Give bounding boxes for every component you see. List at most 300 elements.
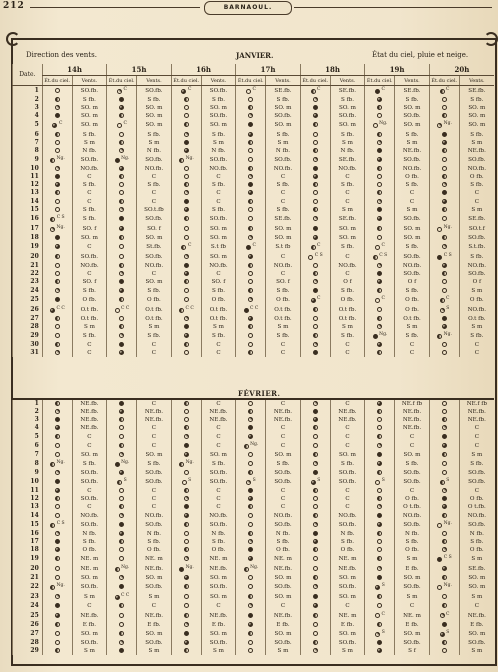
wind-cell: S fb. bbox=[459, 331, 494, 341]
cloud-circle-icon bbox=[377, 547, 382, 552]
sky-state-cell bbox=[429, 234, 459, 242]
sky-state-cell bbox=[365, 295, 395, 305]
wind-cell: C bbox=[137, 433, 172, 441]
cloud-circle-icon bbox=[313, 539, 318, 544]
day-number: 22 bbox=[13, 582, 43, 592]
table-row bbox=[13, 477, 495, 487]
wind-cell: NE.fb. bbox=[266, 408, 301, 416]
sky-subheader: Ét.du ciel. bbox=[108, 77, 135, 84]
sky-state-cell bbox=[429, 621, 459, 629]
wind-cell: S m bbox=[266, 323, 301, 331]
wind-cell: NE. m bbox=[201, 554, 236, 564]
cloud-circle-icon bbox=[50, 308, 55, 313]
cloud-circle-icon bbox=[55, 547, 60, 552]
sky-state-cell bbox=[300, 574, 330, 582]
sky-note: Ng. bbox=[443, 224, 452, 230]
sky-state-cell bbox=[300, 538, 330, 546]
sky-state-cell bbox=[171, 574, 201, 582]
cloud-circle-icon bbox=[179, 462, 184, 467]
sky-state-cell bbox=[42, 155, 72, 165]
wind-cell: NE.fb. bbox=[459, 408, 494, 416]
sky-state-cell bbox=[236, 546, 266, 554]
table-row bbox=[13, 416, 495, 424]
wind-cell: NE.fb. bbox=[459, 147, 494, 155]
sky-state-cell bbox=[365, 416, 395, 424]
wind-cell: SO.fb. bbox=[72, 639, 107, 647]
wind-cell: C bbox=[330, 341, 365, 349]
sky-state-cell bbox=[42, 399, 72, 408]
wind-cell: NO.fb. bbox=[459, 262, 494, 270]
sky-state-cell bbox=[365, 592, 395, 602]
sky-subheader: Ét.du ciel. bbox=[237, 77, 264, 84]
sky-state-cell bbox=[429, 120, 459, 130]
sky-state-cell bbox=[171, 546, 201, 554]
sky-state-cell bbox=[300, 147, 330, 155]
sky-state-cell bbox=[300, 433, 330, 441]
wind-cell: C bbox=[72, 242, 107, 252]
cloud-circle-icon bbox=[119, 622, 124, 627]
sky-state-cell bbox=[300, 639, 330, 647]
wind-cell: S fb. bbox=[330, 242, 365, 252]
corner-ornament-tr bbox=[484, 32, 498, 46]
wind-cell: C bbox=[201, 424, 236, 432]
wind-cell: NO.fb. bbox=[72, 165, 107, 173]
sky-state-cell bbox=[171, 399, 201, 408]
sky-state-cell bbox=[365, 477, 395, 487]
day-number: 16 bbox=[13, 214, 43, 224]
wind-cell: SO. m bbox=[72, 629, 107, 639]
wind-cell: C bbox=[201, 349, 236, 357]
cloud-circle-icon bbox=[115, 462, 120, 467]
cloud-circle-icon bbox=[55, 648, 60, 653]
cloud-circle-icon bbox=[313, 216, 318, 221]
sky-state-cell bbox=[42, 629, 72, 639]
cloud-circle-icon bbox=[313, 316, 318, 321]
wind-cell: SO.fb. bbox=[137, 477, 172, 487]
sky-state-cell bbox=[429, 305, 459, 315]
cloud-circle-icon bbox=[55, 622, 60, 627]
cloud-circle-icon bbox=[184, 166, 189, 171]
sky-state-cell bbox=[365, 323, 395, 331]
wind-cell: SO.fb. bbox=[459, 155, 494, 165]
cloud-circle-icon bbox=[184, 409, 189, 414]
cloud-circle-icon bbox=[248, 288, 253, 293]
wind-cell: NO.fb. bbox=[395, 262, 430, 270]
cloud-circle-icon bbox=[248, 182, 253, 187]
cloud-circle-icon bbox=[437, 334, 442, 339]
table-row bbox=[13, 270, 495, 278]
cloud-circle-icon bbox=[248, 461, 253, 466]
cloud-circle-icon bbox=[248, 263, 253, 268]
wind-cell: SO. m bbox=[459, 120, 494, 130]
sky-note: C bbox=[381, 243, 385, 249]
sky-state-cell bbox=[171, 564, 201, 574]
sky-state-cell bbox=[171, 234, 201, 242]
sky-note: C C bbox=[121, 305, 130, 311]
sky-state-cell bbox=[300, 503, 330, 511]
wind-cell: S fb. bbox=[395, 181, 430, 189]
wind-cell: O.t fb. bbox=[72, 305, 107, 315]
cloud-circle-icon bbox=[442, 594, 447, 599]
sky-state-cell bbox=[171, 629, 201, 639]
day-number: 14 bbox=[13, 512, 43, 520]
sky-state-cell bbox=[300, 592, 330, 602]
sky-state-cell bbox=[429, 582, 459, 592]
wind-cell: C bbox=[137, 198, 172, 206]
wind-cell: SO. m bbox=[266, 104, 301, 112]
cloud-circle-icon bbox=[375, 89, 380, 94]
sky-state-cell bbox=[429, 287, 459, 295]
cloud-circle-icon bbox=[377, 452, 382, 457]
cloud-circle-icon bbox=[119, 522, 124, 527]
sky-state-cell bbox=[107, 165, 137, 173]
cloud-circle-icon bbox=[248, 613, 253, 618]
cloud-circle-icon bbox=[248, 166, 253, 171]
sky-state-cell bbox=[107, 647, 137, 655]
sky-state-cell bbox=[365, 433, 395, 441]
sky-state-cell bbox=[300, 252, 330, 262]
sky-state-cell bbox=[429, 315, 459, 323]
sky-state-cell bbox=[107, 546, 137, 554]
cloud-circle-icon bbox=[375, 480, 380, 485]
cloud-circle-icon bbox=[55, 244, 60, 249]
cloud-circle-icon bbox=[55, 417, 60, 422]
table-row bbox=[13, 331, 495, 341]
wind-cell: SO.fb. bbox=[72, 469, 107, 477]
cloud-circle-icon bbox=[119, 333, 124, 338]
wind-cell: SO.fb. bbox=[201, 520, 236, 530]
cloud-circle-icon bbox=[55, 613, 60, 618]
wind-cell: O.t fb. bbox=[459, 315, 494, 323]
cloud-circle-icon bbox=[442, 316, 447, 321]
wind-cell: SO. m bbox=[137, 451, 172, 459]
wind-cell: SO.fb. bbox=[201, 469, 236, 477]
cloud-circle-icon bbox=[442, 461, 447, 466]
day-number: 14 bbox=[13, 198, 43, 206]
wind-cell: SO. m bbox=[395, 224, 430, 234]
table-row bbox=[13, 224, 495, 234]
day-number: 4 bbox=[13, 424, 43, 432]
sky-state-cell bbox=[365, 441, 395, 451]
sky-state-cell bbox=[107, 86, 137, 97]
cloud-circle-icon bbox=[313, 190, 318, 195]
wind-cell: SO.fb. bbox=[72, 155, 107, 165]
wind-subheader: Vents. bbox=[137, 76, 172, 86]
wind-cell: O fb. bbox=[266, 546, 301, 554]
wind-cell: SO. m bbox=[72, 451, 107, 459]
sky-state-cell bbox=[236, 287, 266, 295]
sky-state-cell bbox=[429, 155, 459, 165]
wind-cell: S fb. bbox=[137, 181, 172, 189]
sky-state-cell bbox=[171, 155, 201, 165]
sky-state-cell bbox=[365, 582, 395, 592]
table-row bbox=[13, 278, 495, 286]
cloud-circle-icon bbox=[184, 496, 189, 501]
wind-cell: S m bbox=[137, 139, 172, 147]
sky-state-cell bbox=[171, 647, 201, 655]
wind-cell: NO.fb. bbox=[201, 262, 236, 270]
wind-cell: SO. m bbox=[266, 234, 301, 242]
sky-state-cell bbox=[107, 173, 137, 181]
sky-state-cell bbox=[42, 574, 72, 582]
wind-cell: C bbox=[330, 487, 365, 495]
sky-state-cell bbox=[429, 424, 459, 432]
wind-cell: NE. m bbox=[137, 554, 172, 564]
wind-cell: C bbox=[395, 349, 430, 357]
cloud-circle-icon bbox=[377, 132, 382, 137]
cloud-circle-icon bbox=[55, 566, 60, 571]
running-head: BARNAOUL. bbox=[204, 1, 292, 15]
cloud-circle-icon bbox=[313, 584, 318, 589]
day-number: 9 bbox=[13, 469, 43, 477]
wind-cell: SO. m bbox=[330, 224, 365, 234]
sky-state-cell bbox=[107, 554, 137, 564]
day-number: 1 bbox=[13, 86, 43, 97]
wind-cell: SE.fb. bbox=[330, 86, 365, 97]
sky-state-cell bbox=[365, 503, 395, 511]
sky-state-cell bbox=[365, 602, 395, 610]
wind-cell: NE.fb. bbox=[459, 611, 494, 621]
table-row bbox=[13, 252, 495, 262]
wind-cell: O fb. bbox=[330, 295, 365, 305]
table-row bbox=[13, 198, 495, 206]
sky-state-cell bbox=[42, 315, 72, 323]
sky-note: C bbox=[381, 87, 385, 92]
cloud-circle-icon bbox=[442, 648, 447, 653]
sky-state-cell bbox=[107, 112, 137, 120]
wind-cell: E fb. bbox=[201, 621, 236, 629]
cloud-circle-icon bbox=[55, 594, 60, 599]
sky-state-cell bbox=[42, 647, 72, 655]
sky-state-cell bbox=[300, 564, 330, 574]
wind-cell: C bbox=[72, 349, 107, 357]
wind-cell: C bbox=[266, 433, 301, 441]
day-number: 25 bbox=[13, 295, 43, 305]
sky-note: Ng. bbox=[185, 155, 194, 161]
wind-cell: E fb. bbox=[72, 621, 107, 629]
wind-cell: SE.fb. bbox=[395, 86, 430, 97]
wind-cell: SO. m bbox=[459, 104, 494, 112]
month-table bbox=[12, 398, 494, 655]
sky-note: Ng. bbox=[121, 155, 130, 161]
day-number: 18 bbox=[13, 546, 43, 554]
cloud-circle-icon bbox=[55, 333, 60, 338]
sky-state-cell bbox=[42, 495, 72, 503]
day-number: 26 bbox=[13, 621, 43, 629]
cloud-circle-icon bbox=[184, 631, 189, 636]
sky-state-cell bbox=[42, 469, 72, 477]
hour-header: 14h bbox=[42, 64, 107, 76]
sky-state-cell bbox=[236, 495, 266, 503]
sky-note: C bbox=[187, 87, 192, 92]
wind-cell: SO.fb. bbox=[201, 112, 236, 120]
wind-cell: NE.fb. bbox=[137, 408, 172, 416]
cloud-circle-icon bbox=[55, 288, 60, 293]
wind-cell: C bbox=[330, 399, 365, 408]
sky-state-cell bbox=[107, 278, 137, 286]
sky-state-cell bbox=[236, 270, 266, 278]
sky-state-cell bbox=[42, 416, 72, 424]
wind-cell: SO.fb. bbox=[266, 112, 301, 120]
cloud-circle-icon bbox=[313, 470, 318, 475]
wind-cell: SO.fb. bbox=[137, 86, 172, 97]
sky-note: S bbox=[446, 305, 450, 311]
wind-cell: O.t fb. bbox=[395, 315, 430, 323]
sky-state-cell bbox=[429, 433, 459, 441]
sky-state-cell bbox=[300, 206, 330, 214]
sky-state-cell bbox=[107, 520, 137, 530]
cloud-circle-icon bbox=[377, 148, 382, 153]
wind-cell: NE.fb. bbox=[266, 564, 301, 574]
cloud-circle-icon bbox=[184, 122, 189, 127]
cloud-circle-icon bbox=[313, 513, 318, 518]
wind-cell: SO. m bbox=[201, 120, 236, 130]
cloud-circle-icon bbox=[117, 89, 122, 94]
sky-state-cell bbox=[236, 399, 266, 408]
wind-cell: C bbox=[395, 198, 430, 206]
wind-cell: O fb. bbox=[201, 546, 236, 554]
day-number: 9 bbox=[13, 155, 43, 165]
sky-state-cell bbox=[171, 487, 201, 495]
cloud-circle-icon bbox=[313, 288, 318, 293]
table-row bbox=[13, 189, 495, 197]
cloud-circle-icon bbox=[442, 157, 447, 162]
wind-cell: NE.fb. bbox=[201, 408, 236, 416]
cloud-circle-icon bbox=[119, 584, 124, 589]
cloud-circle-icon bbox=[119, 443, 124, 448]
sky-state-cell bbox=[236, 165, 266, 173]
cloud-circle-icon bbox=[377, 409, 382, 414]
wind-cell: N fb. bbox=[201, 147, 236, 155]
sky-subheader: Ét.du ciel. bbox=[173, 77, 200, 84]
cloud-circle-icon bbox=[308, 255, 313, 260]
sky-state-cell bbox=[236, 530, 266, 538]
wind-cell: NO.fb. bbox=[266, 262, 301, 270]
header-center: JANVIER. bbox=[236, 51, 274, 60]
cloud-circle-icon bbox=[248, 584, 253, 589]
cloud-circle-icon bbox=[119, 401, 124, 406]
sky-state-cell bbox=[171, 433, 201, 441]
cloud-circle-icon bbox=[50, 585, 55, 590]
wind-cell: NE.fb. bbox=[72, 399, 107, 408]
sky-state-cell bbox=[42, 287, 72, 295]
cloud-circle-icon bbox=[377, 470, 382, 475]
wind-cell: E fb. bbox=[137, 621, 172, 629]
sky-state-cell bbox=[42, 477, 72, 487]
wind-cell: NE. m bbox=[330, 611, 365, 621]
sky-state-cell bbox=[236, 629, 266, 639]
wind-cell: SO. f bbox=[266, 278, 301, 286]
sky-state-cell bbox=[107, 582, 137, 592]
wind-cell: NO.fb. bbox=[395, 512, 430, 520]
cloud-circle-icon bbox=[119, 166, 124, 171]
wind-cell: C bbox=[330, 602, 365, 610]
sky-state-cell bbox=[236, 315, 266, 323]
wind-cell: SO.fb. bbox=[330, 112, 365, 120]
cloud-circle-icon bbox=[377, 166, 382, 171]
cloud-circle-icon bbox=[184, 513, 189, 518]
sky-state-cell bbox=[236, 252, 266, 262]
cloud-circle-icon bbox=[184, 539, 189, 544]
sky-state-cell bbox=[107, 214, 137, 224]
sky-note: S bbox=[317, 478, 321, 484]
wind-cell: N fb. bbox=[266, 147, 301, 155]
cloud-circle-icon bbox=[313, 417, 318, 422]
sky-state-cell bbox=[236, 477, 266, 487]
sky-state-cell bbox=[300, 315, 330, 323]
cloud-circle-icon bbox=[55, 488, 60, 493]
wind-cell: SO. m bbox=[201, 574, 236, 582]
sky-state-cell bbox=[300, 441, 330, 451]
sky-note: C bbox=[381, 295, 385, 301]
wind-cell: C bbox=[330, 189, 365, 197]
cloud-circle-icon bbox=[184, 452, 189, 457]
cloud-circle-icon bbox=[184, 443, 189, 448]
sky-state-cell bbox=[429, 574, 459, 582]
cloud-circle-icon bbox=[311, 298, 316, 303]
wind-cell: NE.fb. bbox=[72, 408, 107, 416]
cloud-circle-icon bbox=[182, 480, 187, 485]
sky-state-cell bbox=[236, 96, 266, 104]
wind-cell: NO.fb. bbox=[201, 512, 236, 520]
cloud-circle-icon bbox=[55, 342, 60, 347]
sky-state-cell bbox=[107, 487, 137, 495]
cloud-circle-icon bbox=[377, 307, 382, 312]
cloud-circle-icon bbox=[55, 271, 60, 276]
sky-state-cell bbox=[171, 554, 201, 564]
wind-cell: O.t fb. bbox=[330, 315, 365, 323]
sky-state-cell bbox=[171, 173, 201, 181]
cloud-circle-icon bbox=[119, 199, 124, 204]
cloud-circle-icon bbox=[119, 132, 124, 137]
sky-state-cell bbox=[107, 224, 137, 234]
cloud-circle-icon bbox=[248, 556, 253, 561]
sky-note: C S bbox=[379, 253, 388, 259]
cloud-circle-icon bbox=[377, 216, 382, 221]
cloud-circle-icon bbox=[377, 199, 382, 204]
sky-state-cell bbox=[365, 214, 395, 224]
cloud-circle-icon bbox=[119, 207, 124, 212]
wind-cell: SO.t.fb bbox=[137, 206, 172, 214]
cloud-circle-icon bbox=[184, 97, 189, 102]
wind-cell: N fb. bbox=[459, 530, 494, 538]
cloud-circle-icon bbox=[184, 279, 189, 284]
sky-state-cell bbox=[300, 341, 330, 349]
table-row bbox=[13, 155, 495, 165]
cloud-circle-icon bbox=[442, 603, 447, 608]
table-row bbox=[13, 538, 495, 546]
sky-state-cell bbox=[300, 647, 330, 655]
cloud-circle-icon bbox=[184, 622, 189, 627]
rule-left bbox=[30, 7, 200, 8]
wind-cell: S fb. bbox=[266, 538, 301, 546]
cloud-circle-icon bbox=[313, 166, 318, 171]
wind-cell: S fb. bbox=[266, 181, 301, 189]
cloud-circle-icon bbox=[442, 174, 447, 179]
cloud-circle-icon bbox=[119, 417, 124, 422]
wind-cell: C bbox=[266, 441, 301, 451]
sky-state-cell bbox=[429, 408, 459, 416]
wind-cell: C bbox=[201, 495, 236, 503]
wind-cell: C bbox=[459, 424, 494, 432]
day-number: 15 bbox=[13, 206, 43, 214]
wind-cell: S fb. bbox=[395, 538, 430, 546]
wind-cell: SO.fb. bbox=[395, 520, 430, 530]
wind-cell: SO.fb. bbox=[395, 252, 430, 262]
wind-cell: C bbox=[330, 252, 365, 262]
sky-state-cell bbox=[171, 189, 201, 197]
sky-note: Ng. bbox=[185, 565, 194, 571]
